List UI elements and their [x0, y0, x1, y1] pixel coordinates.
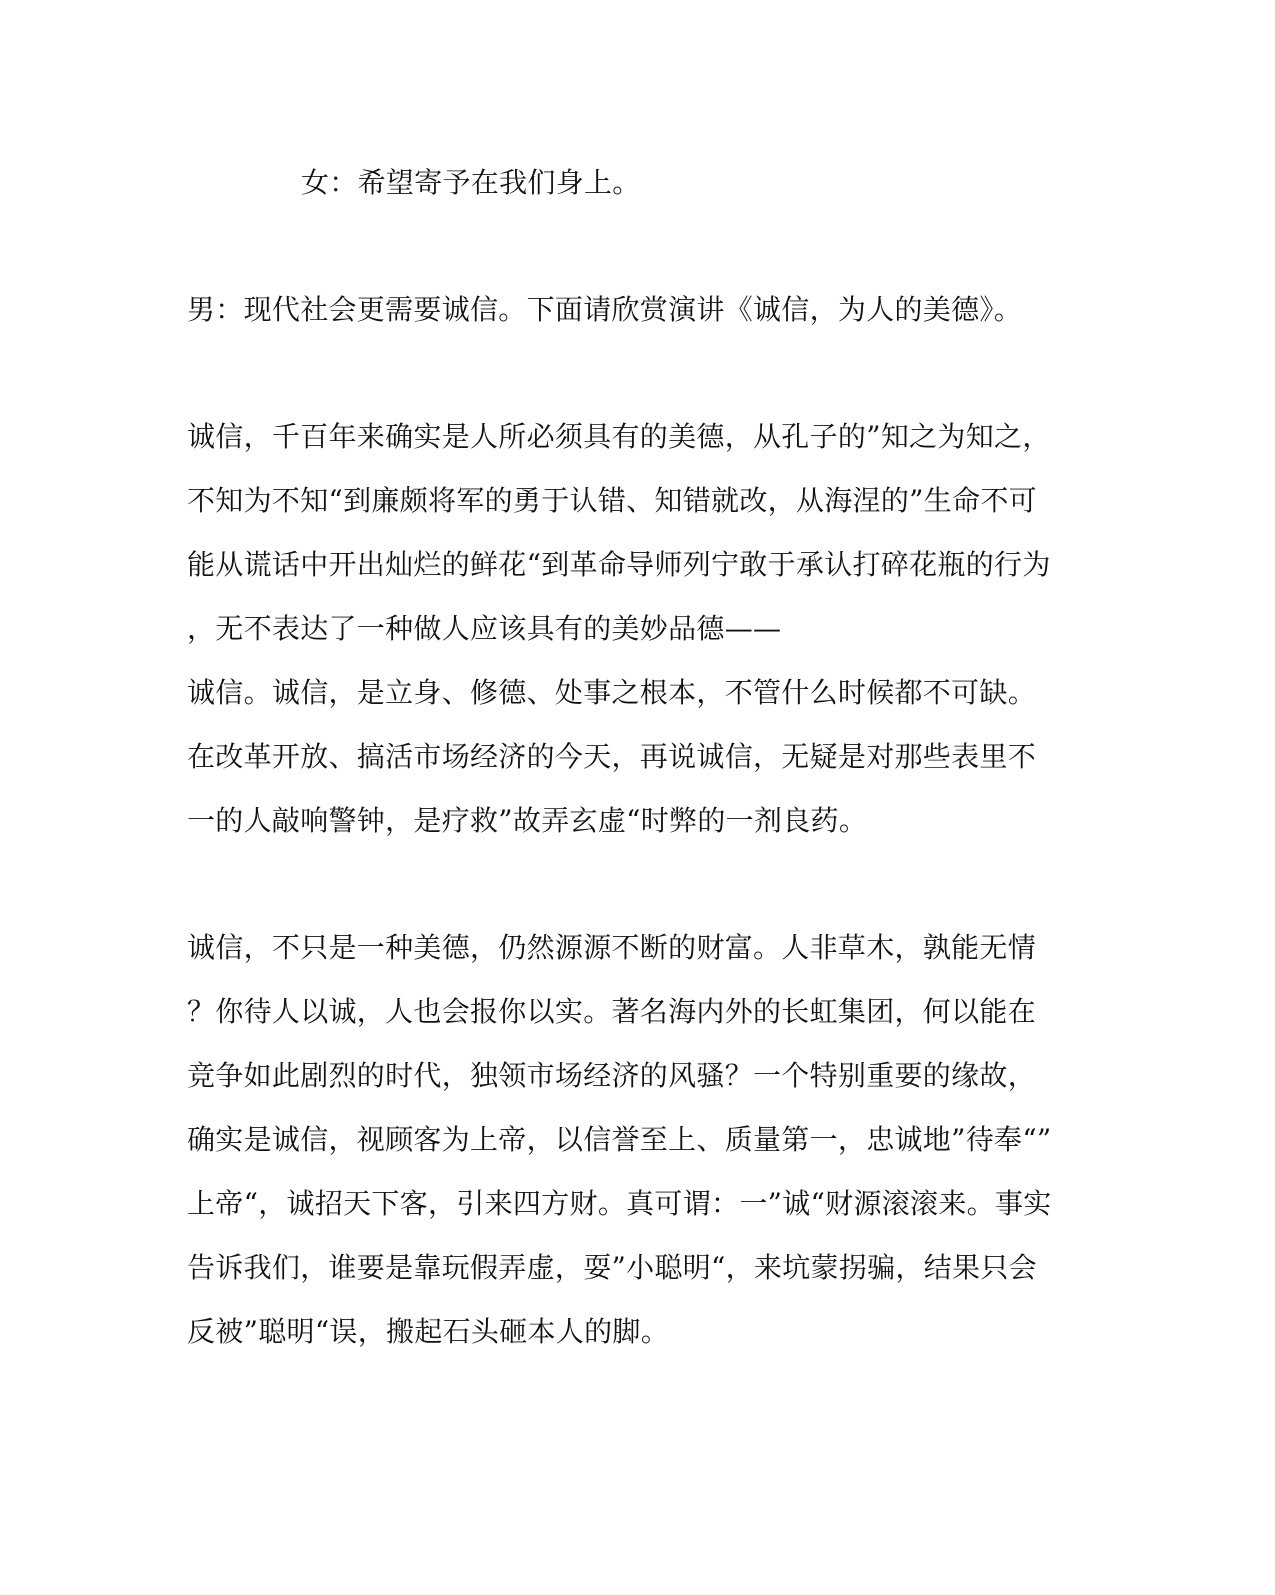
- paragraph-line: 告诉我们，谁要是靠玩假弄虚，耍”小聪明“，来坑蒙拐骗，结果只会: [187, 1251, 1037, 1284]
- paragraph-line: 确实是诚信，视顾客为上帝，以信誉至上、质量第一，忠诚地”待奉“”: [187, 1123, 1052, 1156]
- paragraph-line: ，无不表达了一种做人应该具有的美妙品德——: [187, 612, 782, 645]
- paragraph-line: 不知为不知“到廉颇将军的勇于认错、知错就改，从海涅的”生命不可: [187, 484, 1037, 517]
- dialogue-line-female: 女：希望寄予在我们身上。: [301, 166, 641, 199]
- paragraph-line: 诚信。诚信，是立身、修德、处事之根本，不管什么时候都不可缺。: [187, 676, 1037, 709]
- paragraph-line: 诚信，不只是一种美德，仍然源源不断的财富。人非草木，孰能无情: [187, 931, 1037, 964]
- paragraph-line: 诚信，千百年来确实是人所必须具有的美德，从孔子的”知之为知之，: [187, 420, 1051, 453]
- paragraph-line: 竞争如此剧烈的时代，独领市场经济的风骚？一个特别重要的缘故，: [187, 1059, 1037, 1092]
- paragraph-line: 上帝“，诚招天下客，引来四方财。真可谓：一”诚“财源滚滚来。事实: [187, 1187, 1052, 1220]
- paragraph-line: 在改革开放、搞活市场经济的今天，再说诚信，无疑是对那些表里不: [187, 740, 1037, 773]
- dialogue-line-male: 男：现代社会更需要诚信。下面请欣赏演讲《诚信，为人的美德》。: [187, 293, 1023, 326]
- paragraph-line: ？你待人以诚，人也会报你以实。著名海内外的长虹集团，何以能在: [187, 995, 1037, 1028]
- paragraph-line: 能从谎话中开出灿烂的鲜花“到革命导师列宁敢于承认打碎花瓶的行为: [187, 548, 1051, 581]
- paragraph-line: 反被”聪明“误，搬起石头砸本人的脚。: [187, 1315, 670, 1348]
- paragraph-line: 一的人敲响警钟，是疗救”故弄玄虚“时弊的一剂良药。: [187, 804, 868, 837]
